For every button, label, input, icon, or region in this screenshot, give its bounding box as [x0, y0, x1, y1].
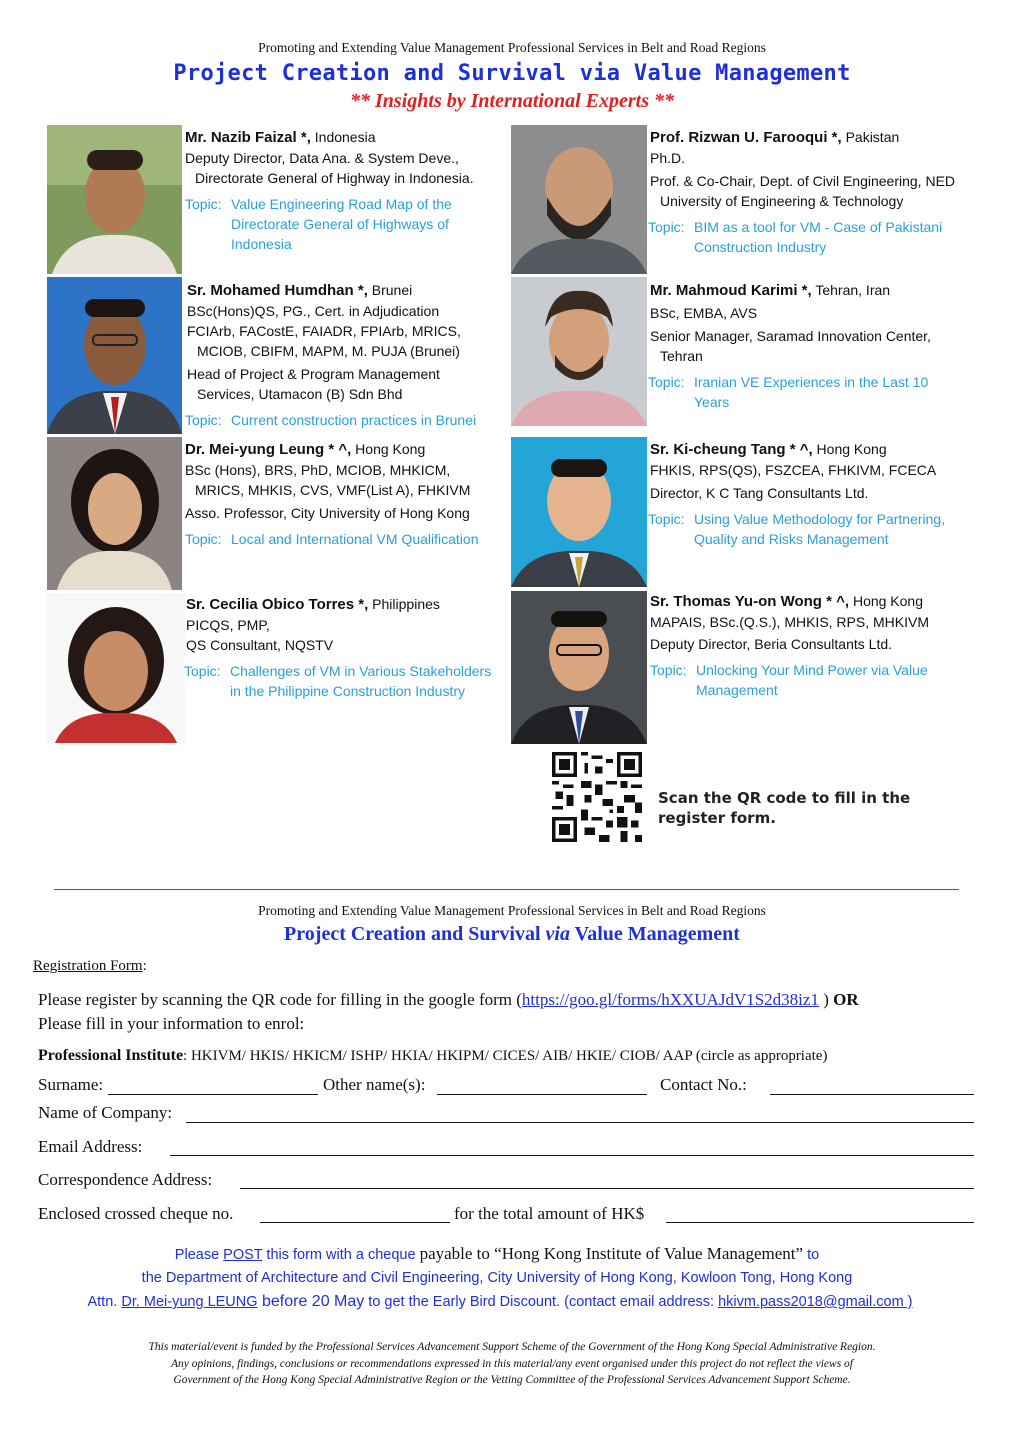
contact-email-link[interactable]: hkivm.pass2018@gmail.com ): [718, 1294, 913, 1310]
professional-institute-line: Professional Institute: HKIVM/ HKIS/ HKICM/ ISHP/ HKIA/ HKIPM/ CICES/ AIB/ HKIE/ CIOB/ AAP (circle as appropriate): [38, 1047, 828, 1064]
speaker-credential: QS Consultant, NQSTV: [186, 637, 334, 653]
other-names-field[interactable]: [437, 1094, 647, 1095]
contact-label: Contact No.:: [660, 1075, 747, 1094]
divider: [54, 889, 959, 890]
company-label: Name of Company:: [38, 1103, 173, 1122]
speaker-topic: Topic: Using Value Methodology for Partnering, Quality and Risks Management: [648, 511, 946, 547]
speaker-place: Hong Kong: [351, 441, 426, 457]
contact-field[interactable]: [770, 1094, 974, 1095]
speaker-credential: University of Engineering & Technology: [660, 193, 904, 209]
speaker-place: Indonesia: [310, 129, 376, 145]
speaker-block-ki-cheung-tang: [650, 439, 990, 549]
surname-field[interactable]: [108, 1094, 318, 1095]
speaker-name: Sr. Thomas Yu-on Wong * ^,: [650, 593, 850, 610]
speaker-topic: Topic: Iranian VE Experiences in the Last 10 Years: [648, 374, 929, 410]
address-field[interactable]: [240, 1188, 974, 1189]
speaker-topic: Topic: Current construction practices in Brunei: [185, 412, 477, 428]
cheque-field[interactable]: [260, 1222, 450, 1223]
speaker-block-thomas-yu-on-wong: [650, 591, 990, 700]
speaker-credential: Deputy Director, Beria Consultants Ltd.: [650, 636, 893, 652]
google-form-link[interactable]: https://goo.gl/forms/hXXUAJdV1S2d38iz1: [521, 990, 819, 1009]
speaker-credential: FHKIS, RPS(QS), FSZCEA, FHKIVM, FCECA: [650, 462, 937, 478]
speaker-credential: Services, Utamacon (B) Sdn Bhd: [197, 386, 403, 402]
total-label: for the total amount of HK$: [454, 1204, 645, 1223]
amount-field[interactable]: [666, 1222, 974, 1223]
speaker-credential: BSc, EMBA, AVS: [650, 305, 758, 321]
cheque-label: Enclosed crossed cheque no.: [38, 1204, 234, 1223]
registration-form-label: Registration Form:: [33, 958, 147, 974]
speaker-credential: PICQS, PMP,: [186, 617, 270, 633]
form-title: Project Creation and Survival via Value Management: [284, 923, 740, 945]
speaker-place: Hong Kong: [812, 441, 887, 457]
speaker-photo-mahmoud-karimi: [511, 277, 647, 426]
speaker-place: Hong Kong: [849, 593, 924, 609]
speaker-name: Sr. Mohamed Humdhan *,: [187, 282, 368, 299]
speaker-name: Dr. Mei-yung Leung * ^,: [185, 441, 352, 458]
qr-code[interactable]: [552, 752, 642, 842]
email-label: Email Address:: [38, 1137, 143, 1156]
speaker-place: Brunei: [367, 282, 413, 298]
speaker-photo-mei-yung-leung: [47, 437, 182, 590]
speaker-credential: Asso. Professor, City University of Hong Kong: [185, 505, 470, 521]
speaker-place: Philippines: [368, 596, 440, 612]
email-field[interactable]: [170, 1155, 974, 1156]
speaker-credential: Ph.D.: [650, 150, 686, 166]
speaker-place: Tehran, Iran: [811, 282, 891, 298]
post-address: the Department of Architecture and Civil Engineering, City University of Hong Kong, Kowloon Tong, Hong Kong: [141, 1270, 853, 1286]
address-label: Correspondence Address:: [38, 1170, 213, 1189]
speaker-credential: Directorate General of Highway in Indonesia.: [195, 170, 474, 186]
speaker-topic: Topic: Local and International VM Qualification: [185, 531, 479, 547]
speaker-block-rizwan-farooqui: [650, 127, 990, 257]
speaker-credential: Tehran: [660, 348, 703, 364]
registration-intro: Please register by scanning the QR code for filling in the google form (https://goo.gl/forms/hXXUAJdV1S2d38iz1 ) OR Please fill in your information to enrol:: [38, 990, 859, 1033]
speaker-credential: MRICS, MHKIS, CVS, VMF(List A), FHKIVM: [195, 482, 471, 498]
speaker-credential: Deputy Director, Data Ana. & System Deve.,: [185, 150, 459, 166]
speaker-credential: Senior Manager, Saramad Innovation Center,: [650, 328, 931, 344]
speaker-name: Mr. Nazib Faizal *,: [185, 129, 311, 146]
speaker-credential: MAPAIS, BSc.(Q.S.), MHKIS, RPS, MHKIVM: [650, 614, 930, 630]
speaker-photo-rizwan-farooqui: [511, 125, 647, 274]
speaker-photo-nazib-faizal: [47, 125, 182, 274]
speaker-topic: Topic: Value Engineering Road Map of the Directorate General of Highways of Indonesia: [185, 196, 452, 252]
header-tagline: Promoting and Extending Value Management Professional Services in Belt and Road Regions: [258, 40, 766, 55]
speaker-credential: MCIOB, CBIFM, MAPM, M. PUJA (Brunei): [197, 343, 460, 359]
speaker-credential: BSc (Hons), BRS, PhD, MCIOB, MHKICM,: [185, 462, 451, 478]
speaker-topic: Topic: Challenges of VM in Various Stakeholders in the Philippine Construction Industry: [184, 663, 492, 699]
speaker-name: Sr. Ki-cheung Tang * ^,: [650, 441, 813, 458]
speaker-credential: BSc(Hons)QS, PG., Cert. in Adjudication: [187, 303, 440, 319]
qr-instruction: Scan the QR code to fill in the register form.: [658, 789, 911, 827]
speaker-photo-thomas-yu-on-wong: [511, 591, 647, 744]
speaker-place: Pakistan: [841, 129, 900, 145]
funding-disclaimer: This material/event is funded by the Professional Services Advancement Support Scheme of the Government of the Hong Kong Special Administrative Region. Any opinions, findings, conclusions or recommendations expressed in this material/any event organised under this project do not reflect the views of Government of the Hong Kong Special Administrative Region or the Vetting Committee of the Professional Services Advancement Support Scheme.: [148, 1341, 876, 1386]
speaker-credential: Director, K C Tang Consultants Ltd.: [650, 485, 869, 501]
post-instruction: Please POST this form with a cheque payable to “Hong Kong Institute of Value Management” to: [174, 1244, 820, 1263]
speaker-block-mei-yung-leung: [185, 439, 505, 549]
form-tagline: Promoting and Extending Value Management Professional Services in Belt and Road Regions: [258, 903, 766, 918]
speaker-credential: Head of Project & Program Management: [187, 366, 440, 382]
speaker-photo-cecilia-obico-torres: [47, 593, 185, 743]
page-subtitle: ** Insights by International Experts **: [350, 90, 674, 112]
speaker-block-cecilia-obico-torres: [186, 594, 506, 701]
speaker-credential: Prof. & Co-Chair, Dept. of Civil Engineering, NED: [650, 173, 956, 189]
speaker-topic: Topic: Unlocking Your Mind Power via Value Management: [650, 662, 928, 698]
speaker-name: Prof. Rizwan U. Farooqui *,: [650, 129, 842, 146]
company-field[interactable]: [186, 1122, 974, 1123]
speaker-block-mahmoud-karimi: [650, 280, 990, 412]
post-attn: Attn. Dr. Mei-yung LEUNG before 20 May to get the Early Bird Discount. (contact email address: hkivm.pass2018@gmail.com ): [87, 1293, 913, 1310]
speaker-topic: Topic: BIM as a tool for VM - Case of Pakistani Construction Industry: [648, 219, 943, 255]
other-names-label: Other name(s):: [323, 1075, 426, 1094]
speaker-name: Sr. Cecilia Obico Torres *,: [186, 596, 369, 613]
speaker-photo-mohamed-humdhan: [47, 277, 182, 434]
speaker-block-mohamed-humdhan: [187, 280, 507, 430]
speaker-block-nazib-faizal: [185, 127, 505, 254]
page-title: Project Creation and Survival via Value Management: [173, 61, 851, 86]
speaker-credential: FCIArb, FACostE, FAIADR, FPIArb, MRICS,: [187, 323, 461, 339]
speaker-name: Mr. Mahmoud Karimi *,: [650, 282, 812, 299]
surname-label: Surname:: [38, 1075, 104, 1094]
speaker-photo-ki-cheung-tang: [511, 437, 647, 587]
